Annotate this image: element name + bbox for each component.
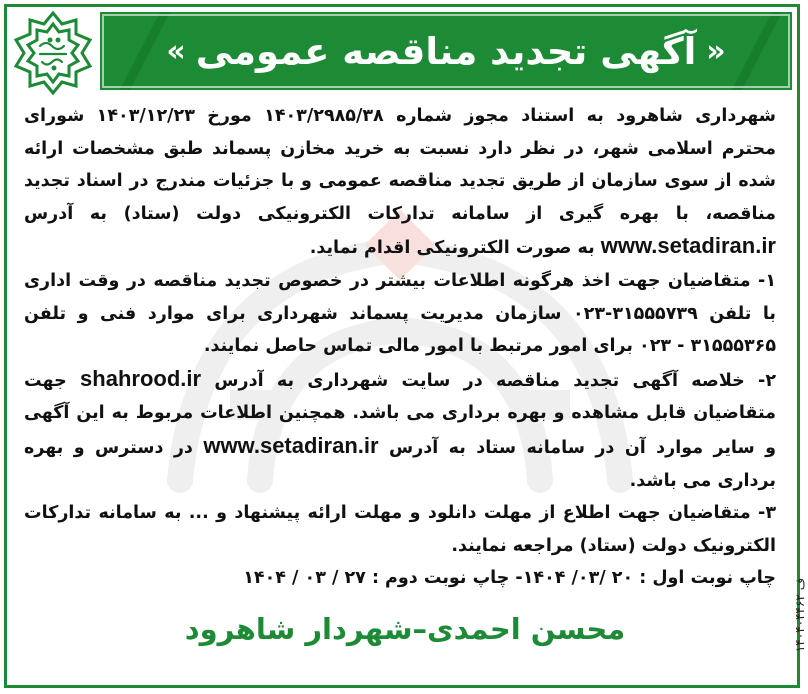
item-2-text-end: در دسترس و بهره برداری می باشد.: [24, 437, 776, 491]
item-1: ۱- متقاضیان جهت اخذ هرگونه اطلاعات بیشتر در خصوص تجدید مناقصه در وقت اداری با تلفن ۳۱۵۵۵۷۳۹-۰۲۳ سازمان مدیریت پسماند شهرداری برای موارد فنی و تلفن ۳۱۵۵۵۳۶۵ - ۰۲۳ برای امور مرتبط با امور مالی تماس حاصل نمایند.: [24, 270, 776, 357]
shahrood-municipality-logo: [10, 10, 96, 96]
quote-close: »: [166, 33, 186, 69]
intro-paragraph: [24, 100, 776, 265]
item-2-text: ۲- خلاصه آگهی تجدید مناقصه در سایت شهرداری به آدرس: [214, 370, 776, 391]
ad-body: [24, 100, 776, 595]
ad-title: [100, 12, 792, 90]
print-dates: چاپ نوبت اول : ۲۰ /۰۳/ ۱۴۰۴- چاپ نوبت دوم : ۲۷ / ۰۳ / ۱۴۰۴: [243, 568, 776, 589]
quote-open: «: [706, 33, 726, 69]
signature: محسن احمدی–شهردار شاهرود: [184, 612, 626, 646]
item-2: [24, 363, 776, 497]
side-code-text: ف ۱۴۰۴۰۴۴۶۲: [793, 577, 807, 653]
item-3: ۳- متقاضیان جهت اطلاع از مهلت دانلود و مهلت ارائه پیشنهاد و ... به سامانه تدارکات الکترونیک دولت (ستاد) مراجعه نمایند.: [24, 503, 776, 556]
intro-text-end: به صورت الکترونیکی اقدام نماید.: [309, 238, 595, 259]
title-text: آگهی تجدید مناقصه عمومی: [195, 29, 697, 73]
intro-text: شهرداری شاهرود به استناد مجوز شماره ۱۴۰۳/۲۹۸۵/۳۸ مورخ ۱۴۰۳/۱۲/۲۳ شورای محترم اسلامی شهر، در نظر دارد نسبت به خرید مخازن پسماند طبق مشخصات ارائه شده از سوی سازمان از طریق تجدید مناقصه عمومی و با جزئیات مندرج در اسناد تجدید مناقصه، با بهره گیری از سامانه تدارکات الکترونیکی دولت (ستاد) به آدرس: [24, 106, 776, 224]
shahrood-link[interactable]: shahrood.ir: [80, 365, 202, 391]
setadiran-link[interactable]: www.setadiran.ir: [600, 233, 776, 259]
setadiran-link-2[interactable]: www.setadiran.ir: [203, 432, 379, 458]
side-code: [791, 540, 808, 690]
item-2-text-mid: جهت متقاضیان قابل مشاهده و بهره برداری می باشد. همچنین اطلاعات مربوط به این آگهی و سایر موارد آن در سامانه ستاد به آدرس: [24, 370, 776, 458]
